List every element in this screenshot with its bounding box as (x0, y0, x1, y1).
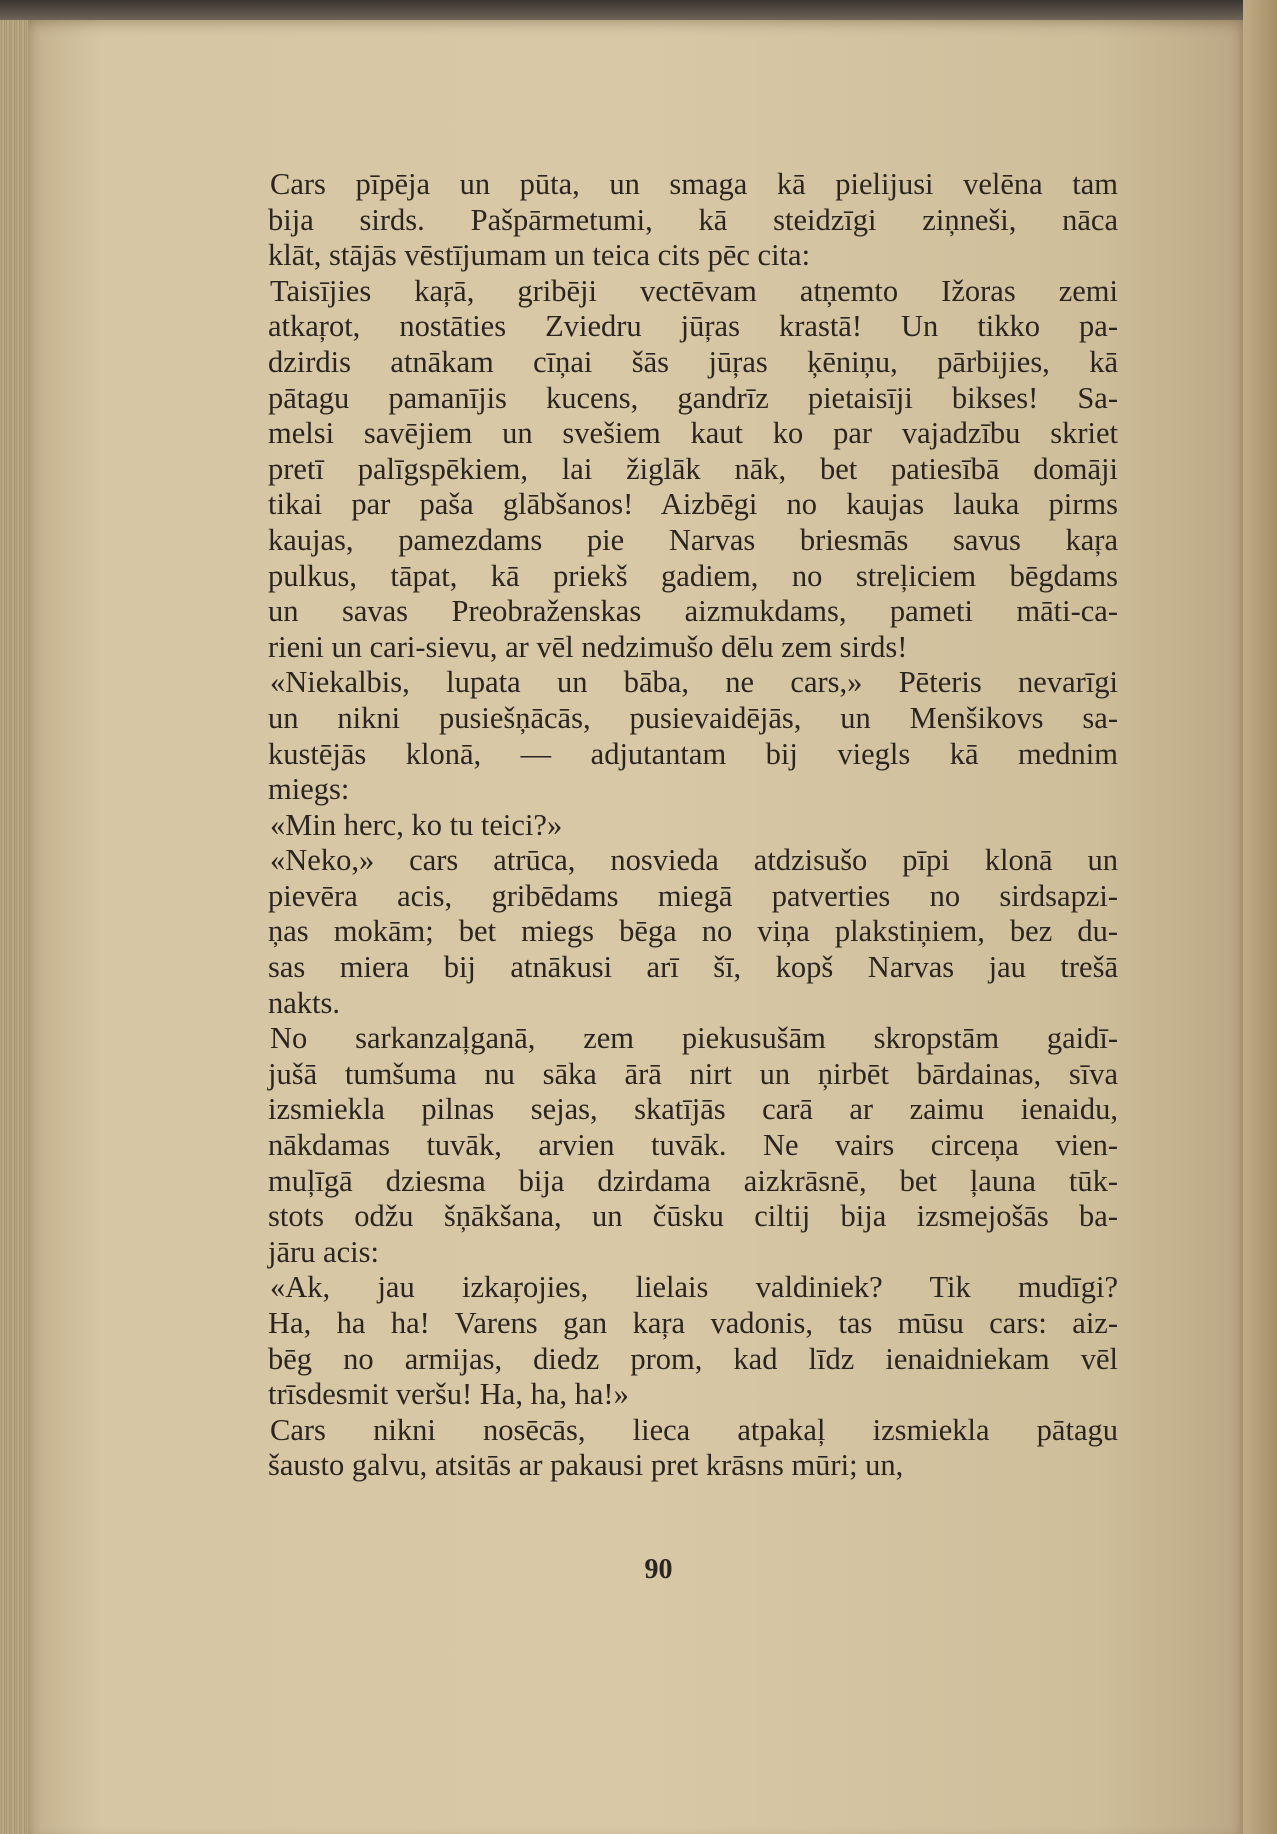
text-line: stots odžu šņākšana, un čūsku ciltij bija izsmejošās ba- (268, 1199, 1118, 1234)
text-line: atkaŗot, nostāties Zviedru jūŗas krastā! Un tikko pa- (268, 309, 1118, 344)
paragraph (268, 843, 1118, 1021)
text-line: pātagu pamanījis kucens, gandrīz pietaisīji bikses! Sa- (268, 380, 1118, 415)
text-line: jāru acis: (268, 1234, 379, 1269)
text-line: pievēra acis, gribēdams miegā patverties no sirdsapzi- (268, 878, 1118, 913)
text-line: nakts. (268, 985, 341, 1020)
page-text (268, 167, 1118, 1484)
text-line: ņas mokām; bet miegs bēga no viņa plakstiņiem, bez du- (268, 914, 1118, 949)
page-number (0, 1554, 1277, 1586)
text-line: rieni un cari-sievu, ar vēl nedzimušo dēlu zem sirds! (268, 629, 908, 664)
text-line: Ha, ha ha! Varens gan kaŗa vadonis, tas mūsu cars: aiz- (268, 1306, 1118, 1340)
text-line: pulkus, tāpat, kā priekš gadiem, no streļiciem bēgdams (268, 558, 1118, 593)
text-line: bēg no armijas, diedz prom, kad līdz ienaidniekam vēl (268, 1341, 1118, 1376)
text-line: Cars pīpēja un pūta, un smaga kā pielijusi velēna tam (270, 167, 1118, 201)
paragraph (268, 665, 1118, 807)
text-line: Cars nikni nosēcās, lieca atpakaļ izsmiekla pātagu (270, 1412, 1118, 1447)
paragraph (268, 167, 1118, 274)
text-line: No sarkanzaļganā, zem piekusušām skropstām gaidī- (270, 1021, 1118, 1056)
top-edge (0, 0, 1277, 20)
paragraph (268, 1021, 1118, 1270)
text-line: trīsdesmit veršu! Ha, ha, ha!» (268, 1377, 629, 1412)
paragraph (268, 1413, 1118, 1484)
text-line: sas miera bij atnākusi arī šī, kopš Narvas jau trešā (268, 950, 1118, 985)
text-line: nākdamas tuvāk, arvien tuvāk. Ne vairs circeņa vien- (268, 1128, 1118, 1163)
page-number-label: 90 (644, 1554, 673, 1585)
text-line: tikai par paša glābšanos! Aizbēgi no kaujas lauka pirms (268, 487, 1118, 522)
text-line: šausto galvu, atsitās ar pakausi pret krāsns mūri; un, (268, 1448, 904, 1483)
text-line: miegs: (268, 772, 350, 807)
text-line: Taisījies kaŗā, gribēji vectēvam atņemto Ižoras zemi (270, 273, 1118, 308)
text-line: «Neko,» cars atrūca, nosvieda atdzisušo pīpi klonā un (270, 843, 1118, 878)
text-line: melsi savējiem un svešiem kaut ko par vajadzību skriet (268, 416, 1118, 451)
text-line: «Ak, jau izkaŗojies, lielais valdiniek? Tik mudīgi? (270, 1270, 1118, 1305)
text-line: izsmiekla pilnas sejas, skatījās carā ar zaimu ienaidu, (268, 1092, 1118, 1127)
text-line: dzirdis atnākam cīņai šās jūŗas ķēniņu, pārbijies, kā (268, 344, 1118, 379)
text-line: «Min herc, ko tu teici?» (270, 807, 563, 842)
text-line: muļīgā dziesma bija dzirdama aizkrāsnē, bet ļauna tūk- (268, 1163, 1118, 1198)
text-line: un savas Preobraženskas aizmukdams, pameti māti-ca- (268, 594, 1118, 629)
text-line: bija sirds. Pašpārmetumi, kā steidzīgi ziņneši, nāca (268, 202, 1118, 237)
text-line: «Niekalbis, lupata un bāba, ne cars,» Pēteris nevarīgi (270, 665, 1118, 700)
text-line: pretī palīgspēkiem, lai žiglāk nāk, bet patiesībā domāji (268, 451, 1118, 486)
paragraph (268, 808, 1118, 844)
paragraph (268, 1270, 1118, 1412)
text-line: kaujas, pamezdams pie Narvas briesmās savus kaŗa (268, 522, 1118, 557)
text-line: jušā tumšuma nu sāka ārā nirt un ņirbēt bārdainas, sīva (268, 1056, 1118, 1091)
text-line: klāt, stājās vēstījumam un teica cits pēc cita: (268, 238, 811, 273)
text-line: un nikni pusiešņācās, pusievaidējās, un Menšikovs sa- (268, 700, 1118, 735)
text-line: kustējās klonā, — adjutantam bij viegls kā mednim (268, 736, 1118, 771)
paragraph (268, 274, 1118, 666)
